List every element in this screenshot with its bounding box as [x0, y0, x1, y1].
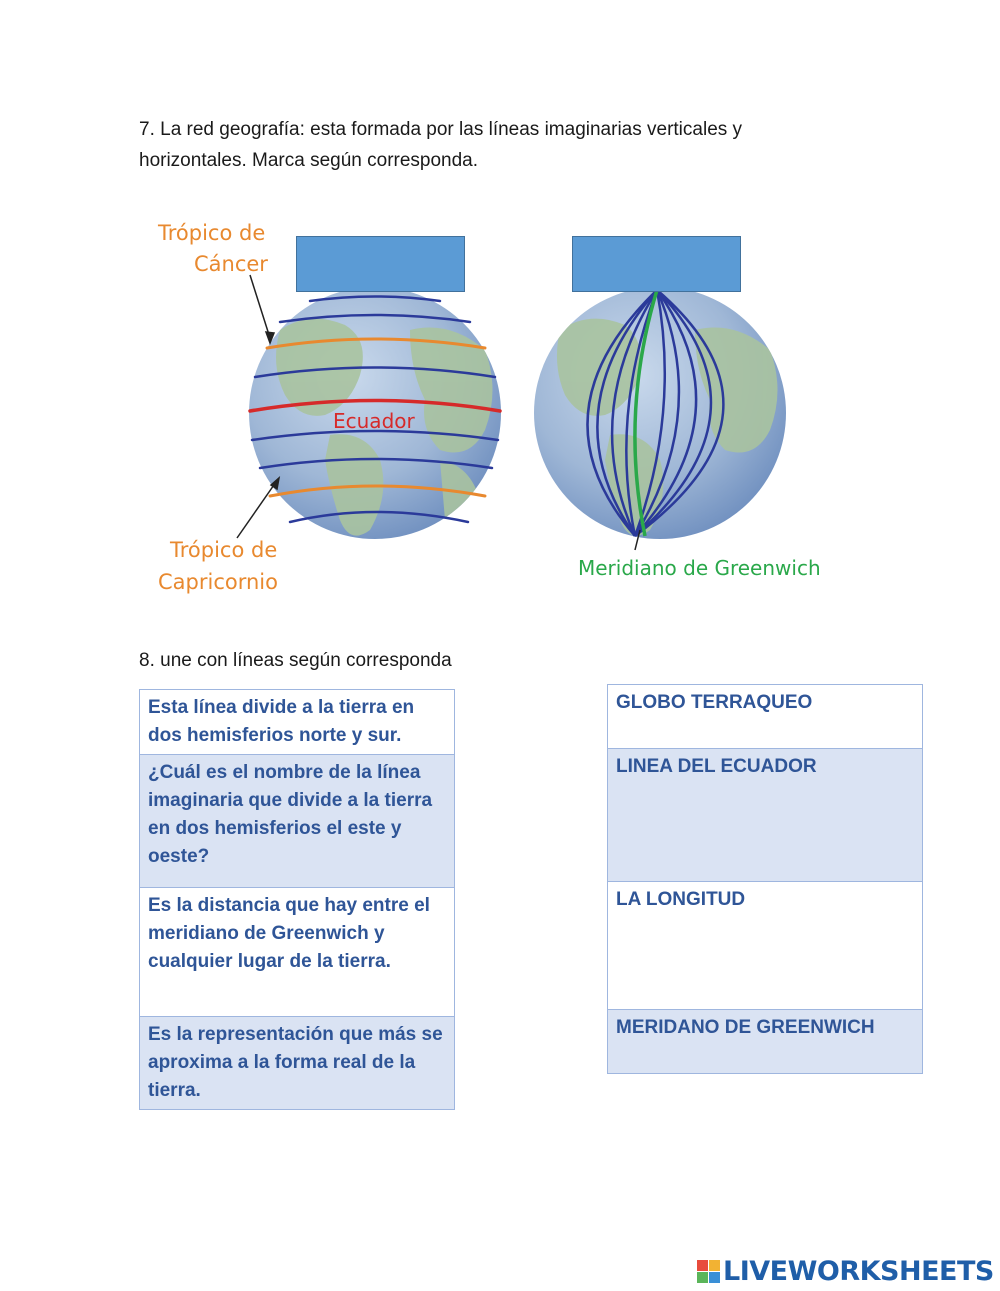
label-tropico-capricornio-1: Trópico de: [170, 538, 278, 562]
answer-box-right-globe[interactable]: [572, 236, 741, 292]
right-item[interactable]: LINEA DEL ECUADOR: [608, 749, 923, 882]
right-item[interactable]: MERIDANO DE GREENWICH: [608, 1010, 923, 1074]
liveworksheets-logo: [697, 1255, 994, 1287]
logo-blocks-icon: [697, 1260, 720, 1283]
question-7-text: 7. La red geografía: esta formada por las líneas imaginarias verticales y horizontales. Marca según corresponda.: [139, 119, 743, 171]
label-tropico-capricornio-2: Capricornio: [158, 570, 278, 594]
label-ecuador: Ecuador: [333, 409, 415, 433]
left-item[interactable]: Esta línea divide a la tierra en dos hemisferios norte y sur.: [140, 690, 455, 755]
globe-figure: [140, 200, 860, 610]
label-meridiano-greenwich: Meridiano de Greenwich: [578, 556, 821, 580]
label-tropico-cancer-1: Trópico de: [158, 221, 266, 245]
right-item[interactable]: GLOBO TERRAQUEO: [608, 685, 923, 749]
answer-box-left-globe[interactable]: [296, 236, 465, 292]
right-globe: [534, 287, 786, 539]
left-match-table: [139, 689, 455, 1110]
left-item[interactable]: Es la representación que más se aproxima a la forma real de la tierra.: [140, 1017, 455, 1110]
right-match-table: [607, 684, 923, 1074]
logo-text: LIVEWORKSHEETS: [723, 1255, 994, 1287]
left-item[interactable]: Es la distancia que hay entre el meridiano de Greenwich y cualquier lugar de la tierra.: [140, 888, 455, 1017]
question-8-text: 8. une con líneas según corresponda: [139, 650, 452, 671]
left-item[interactable]: ¿Cuál es el nombre de la línea imaginaria que divide a la tierra en dos hemisferios el este y oeste?: [140, 755, 455, 888]
right-item[interactable]: LA LONGITUD: [608, 882, 923, 1010]
label-tropico-cancer-2: Cáncer: [194, 252, 268, 276]
